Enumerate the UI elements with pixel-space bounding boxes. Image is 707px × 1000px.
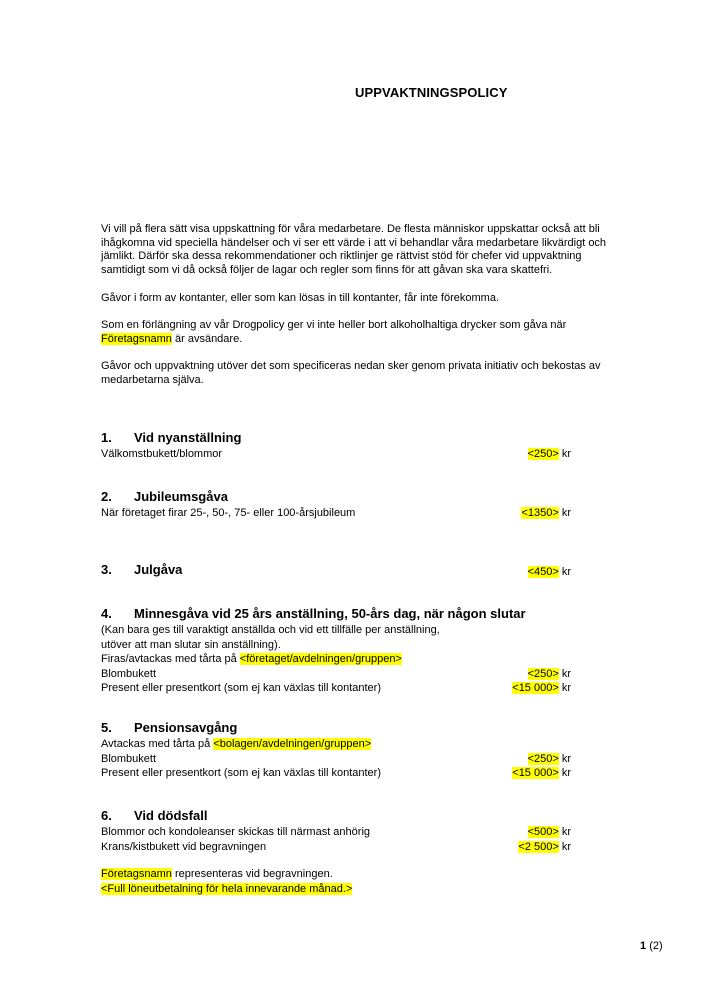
intro-text: är avsändare. [171,332,243,345]
policy-row [101,766,571,781]
amount-placeholder: <250> [527,752,559,765]
currency: kr [561,566,571,578]
section-title: Julgåva [134,562,183,577]
section-christmas-gift [101,562,571,579]
row-price [528,447,571,462]
section-heading [101,562,182,577]
currency: kr [561,826,571,838]
intro-paragraph: Gåvor och uppvaktning utöver det som specificeras nedan sker genom privata initiativ och bekostas av medarbetarna själva. [101,359,601,386]
row-price [528,752,571,767]
row-price [518,840,571,855]
section-number: 4. [101,606,112,621]
section-number: 1. [101,430,112,445]
amount-placeholder: <250> [527,667,559,680]
section-number: 3. [101,562,112,577]
footer-text: representeras vid begravningen. [171,868,333,880]
row-label: Krans/kistbukett vid begravningen [101,840,267,853]
section-heading [101,606,571,622]
intro-paragraph: Vi vill på flera sätt visa uppskattning för våra medarbetare. De flesta människor uppskattar också att bli ihågkomna vid speciella händelser och vi ser ett värde i att vi behandlar våra medarbetare likvärdigt och jämlikt. Därför ska dessa rekommendationer och riktlinjer ge rättvist stöd för chefer vid uppvaktning samtidigt som vi då också följer de lagar och regler som finns för att gåvan ska vara skattefri. [101,223,607,277]
footer-line [101,867,352,882]
policy-row [101,681,571,696]
cake-line [101,652,571,667]
page-number [640,940,663,952]
row-label: Välkomstbukett/blommor [101,448,223,460]
amount-placeholder: <250> [527,448,559,460]
amount-placeholder: <2 500> [518,840,559,853]
amount-placeholder: <15 000> [512,767,559,780]
cake-text: Avtackas med tårta på [101,738,214,750]
section-title: Vid dödsfall [134,808,208,823]
total-pages: (2) [649,940,663,952]
row-price [528,667,571,682]
section-new-employment [101,430,571,462]
intro [101,223,611,401]
amount-placeholder: <450> [527,566,559,578]
row-label: När företaget firar 25-, 50-, 75- eller 100-årsjubileum [101,507,356,519]
cake-line [101,737,571,752]
section-heading [101,720,571,736]
row-price [512,766,571,781]
policy-row [101,447,571,462]
section-number: 6. [101,808,112,823]
section-heading [101,489,571,505]
policy-row [101,840,571,855]
amount-placeholder: <15 000> [512,682,559,695]
section-death [101,808,571,854]
section-title: Vid nyanställning [134,430,242,445]
currency: kr [561,840,571,853]
row-label: Blombukett [101,752,157,765]
currency: kr [561,767,571,780]
amount-placeholder: <1350> [521,507,559,519]
policy-row [101,825,571,840]
currency: kr [561,448,571,460]
company-name-placeholder: Företagsnamn [101,868,172,880]
section-note: utöver att man slutar sin anställning). [101,638,281,651]
currency: kr [561,667,571,680]
section-number: 2. [101,489,112,504]
section-heading [101,808,571,824]
policy-row [101,562,571,579]
currency: kr [561,752,571,765]
section-note: (Kan bara ges till varaktigt anställda och vid ett tillfälle per anställning, [101,624,440,636]
section-title: Minnesgåva vid 25 års anställning, 50-års dag, när någon slutar [134,606,526,621]
section-number: 5. [101,720,112,735]
policy-row [101,667,571,682]
row-price [512,681,571,696]
intro-paragraph [101,319,611,346]
section-memorial-gift [101,606,571,696]
row-price [521,506,571,521]
policy-row [101,752,571,767]
row-label: Present eller presentkort (som ej kan växlas till kontanter) [101,682,382,695]
salary-placeholder: <Full löneutbetalning för hela innevarande månad.> [101,882,353,895]
section-heading [101,430,571,446]
cake-text: Firas/avtackas med tårta på [101,653,240,666]
company-name-placeholder: Företagsnamn [101,332,172,345]
section-retirement [101,720,571,781]
policy-row [101,506,571,521]
section-title: Jubileumsgåva [134,489,228,504]
currency: kr [561,682,571,695]
row-label: Blombukett [101,667,157,680]
intro-paragraph: Gåvor i form av kontanter, eller som kan lösas in till kontanter, får inte förekomma. [101,291,500,304]
intro-text: Som en förlängning av vår Drogpolicy ger vi inte heller bort alkoholhaltiga drycker som gåva när [101,318,567,331]
section-title: Pensionsavgång [134,720,238,735]
amount-placeholder: <500> [527,826,559,838]
page-title: UPPVAKTNINGSPOLICY [355,85,508,100]
footer-line [101,882,352,897]
currency: kr [561,507,571,519]
row-label: Blommor och kondoleanser skickas till närmast anhörig [101,826,371,838]
place-placeholder: <bolagen/avdelningen/gruppen> [213,738,372,750]
row-price [528,565,571,580]
current-page: 1 [640,940,647,952]
footer-note [101,867,352,896]
row-label: Present eller presentkort (som ej kan växlas till kontanter) [101,767,382,780]
row-price [528,825,571,840]
place-placeholder: <företaget/avdelningen/gruppen> [239,653,402,666]
section-anniversary [101,489,571,521]
